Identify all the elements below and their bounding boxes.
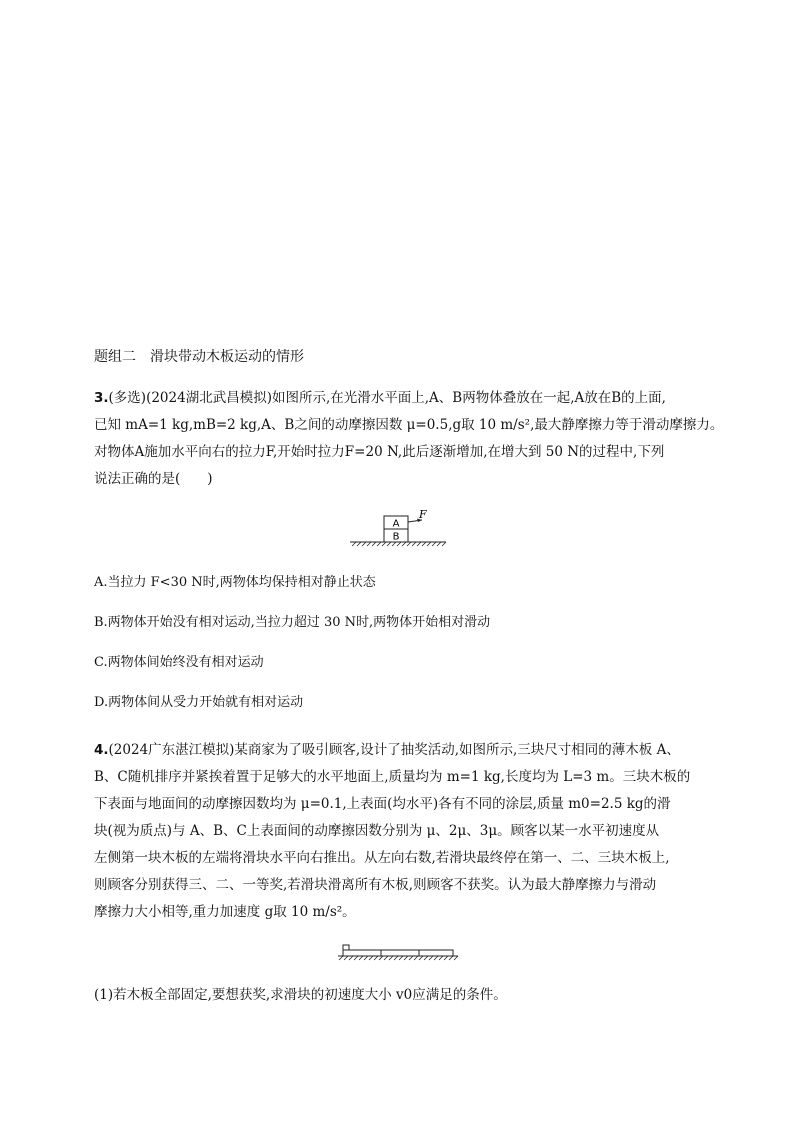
q3-line-1: 3.(多选)(2024湖北武昌模拟)如图所示,在光滑水平面上,A、B两物体叠放在一起,A放在B的上面, — [94, 390, 666, 406]
q4-line-6: 则顾客分别获得三、二、一等奖,若滑块滑离所有木板,则顾客不获奖。认为最大静摩擦力与滑动 — [94, 877, 657, 893]
section-title: 题组二 滑块带动木板运动的情形 — [94, 349, 304, 365]
three-boards-figure — [336, 941, 460, 965]
question-4 — [94, 737, 714, 926]
force-label: F — [419, 508, 427, 521]
q4-line-1: 4.(2024广东湛江模拟)某商家为了吸引顾客,设计了抽奖活动,如图所示,三块尺寸相同的薄木板 A、 — [94, 742, 680, 758]
board-3 — [419, 950, 453, 956]
block-a-label: A — [392, 518, 400, 530]
board-2 — [381, 950, 419, 956]
slider-block — [343, 945, 349, 950]
block-b-label: B — [392, 531, 400, 543]
q4-number: 4. — [94, 742, 109, 758]
q3-number: 3. — [94, 390, 109, 406]
q3-line-4: 说法正确的是( ) — [94, 471, 213, 487]
board-1 — [343, 950, 381, 956]
q4-line-4: 块(视为质点)与 A、B、C上表面间的动摩擦因数分别为 μ、2μ、3μ。顾客以某一水平初速度从 — [94, 823, 660, 839]
q3-option-c: C.两物体间始终没有相对运动 — [94, 655, 264, 670]
q4-line-7: 摩擦力大小相等,重力加速度 g取 10 m/s²。 — [94, 904, 356, 920]
stacked-blocks-figure — [346, 508, 450, 550]
q4-line-3: 下表面与地面间的动摩擦因数均为 μ=0.1,上表面(均水平)各有不同的涂层,质量 m0=2.5 kg的滑 — [94, 796, 671, 812]
q4-subquestion-1: (1)若木板全部固定,要想获奖,求滑块的初速度大小 v0应满足的条件。 — [94, 987, 507, 1003]
q4-line-2: B、C随机排序并紧挨着置于足够大的水平地面上,质量均为 m=1 kg,长度均为 L=3 m。三块木板的 — [94, 769, 691, 785]
question-3 — [94, 385, 724, 493]
ground-hatching — [339, 956, 458, 960]
q3-option-d: D.两物体间从受力开始就有相对运动 — [94, 695, 304, 710]
q4-line-5: 左侧第一块木板的左端将滑块水平向右推出。从左向右数,若滑块最终停在第一、二、三块木板上, — [94, 850, 670, 866]
q3-option-a: A.当拉力 F<30 N时,两物体均保持相对静止状态 — [94, 575, 376, 590]
ground-hatching — [352, 542, 446, 546]
q3-line-3: 对物体A施加水平向右的拉力F,开始时拉力F=20 N,此后逐渐增加,在增大到 50 N的过程中,下列 — [94, 444, 665, 460]
q3-option-b: B.两物体开始没有相对运动,当拉力超过 30 N时,两物体开始相对滑动 — [94, 615, 491, 630]
q3-line-2: 已知 mA=1 kg,mB=2 kg,A、B之间的动摩擦因数 μ=0.5,g取 10 m/s²,最大静摩擦力等于滑动摩擦力。 — [94, 417, 724, 433]
